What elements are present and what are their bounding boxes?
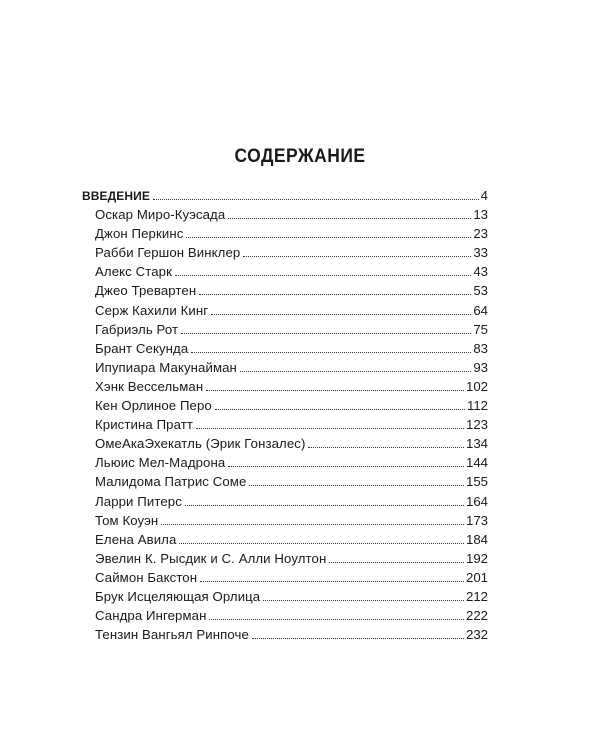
toc-entry-page-number: 184 (465, 531, 488, 547)
dot-leader (186, 237, 471, 238)
toc-entry-label: Брант Секунда (95, 340, 189, 356)
toc-entry-label: Малидома Патрис Соме (95, 474, 247, 490)
toc-entry (82, 205, 488, 224)
toc-entry-page-number: 43 (473, 264, 488, 280)
toc-entry (82, 339, 488, 358)
toc-entry (82, 281, 488, 300)
toc-entry-page-number: 232 (465, 627, 488, 643)
toc-entry (82, 492, 488, 511)
toc-entry-page-number: 164 (465, 493, 488, 509)
toc-entry-page-number: 155 (465, 474, 488, 490)
toc-entry-page-number: 123 (465, 417, 488, 433)
toc-entry-page-number: 53 (473, 283, 488, 299)
toc-entry-label: Сандра Ингерман (95, 608, 207, 624)
toc-entry-label: Джон Перкинс (95, 226, 184, 242)
toc-entry-label: Серж Кахили Кинг (95, 302, 209, 318)
toc-entry-label: Хэнк Вессельман (95, 378, 204, 394)
dot-leader (329, 562, 464, 563)
toc-entry-page-number: 13 (473, 207, 488, 223)
toc-entry (82, 358, 488, 377)
toc-entry-page-number: 201 (465, 569, 488, 585)
toc-entry-label: Ларри Питерс (95, 493, 182, 509)
toc-entry-label: Кен Орлиное Перо (95, 398, 212, 414)
dot-leader (181, 333, 471, 334)
toc-entry-label: Эвелин К. Рысдик и С. Алли Ноултон (95, 550, 327, 566)
toc-entry-label: ВВЕДЕНИЕ (82, 189, 150, 203)
dot-leader (161, 524, 464, 525)
toc-entry-page-number: 173 (465, 512, 488, 528)
toc-entry-page-number: 222 (465, 608, 488, 624)
dot-leader (175, 275, 471, 276)
toc-entry-label: Оскар Миро-Куэсада (95, 207, 226, 223)
toc-entry-label: Елена Авила (95, 531, 177, 547)
toc-entry-label: Джео Тревартен (95, 283, 197, 299)
dot-leader (243, 256, 471, 257)
toc-entry (82, 606, 488, 625)
toc-entry (82, 377, 488, 396)
toc-entry-label: Кристина Пратт (95, 417, 194, 433)
toc-entry-label: ОмеАкаЭхекатль (Эрик Гонзалес) (95, 436, 306, 452)
toc-entry (82, 549, 488, 568)
dot-leader (191, 352, 471, 353)
toc-entry-label: Саймон Бакстон (95, 569, 198, 585)
toc-entry-label: Льюис Мел-Мадрона (95, 455, 226, 471)
dot-leader (228, 466, 464, 467)
toc-entry-label: Алекс Старк (95, 264, 172, 280)
dot-leader (185, 505, 464, 506)
toc-entry (82, 224, 488, 243)
dot-leader (263, 600, 464, 601)
toc-entry (82, 415, 488, 434)
toc-entry-page-number: 144 (465, 455, 488, 471)
dot-leader (200, 581, 464, 582)
toc-entry (82, 625, 488, 644)
dot-leader (199, 294, 471, 295)
toc-entry-page-number: 212 (465, 588, 488, 604)
toc-entry-label: Брук Исцеляющая Орлица (95, 588, 261, 604)
toc-entry (82, 320, 488, 339)
toc-entry-page-number: 83 (473, 340, 488, 356)
toc-entry-label: Рабби Гершон Винклер (95, 245, 241, 261)
dot-leader (308, 447, 464, 448)
table-of-contents (82, 186, 488, 644)
dot-leader (211, 314, 471, 315)
page-title: СОДЕРЖАНИЕ (234, 146, 366, 167)
toc-entry-label: Тензин Вангьял Ринпоче (95, 627, 249, 643)
toc-entry (82, 453, 488, 472)
toc-entry-page-number: 93 (473, 359, 488, 375)
toc-entry (82, 472, 488, 491)
toc-entry-page-number: 4 (480, 188, 488, 203)
toc-entry (82, 587, 488, 606)
toc-entry-label: Том Коуэн (95, 512, 159, 528)
toc-entry-page-number: 33 (473, 245, 488, 261)
dot-leader (252, 638, 464, 639)
toc-entry (82, 434, 488, 453)
dot-leader (179, 543, 464, 544)
toc-entry-page-number: 112 (466, 398, 488, 414)
toc-entry (82, 530, 488, 549)
dot-leader (206, 390, 464, 391)
toc-entry (82, 301, 488, 320)
toc-entry-page-number: 75 (473, 321, 488, 337)
dot-leader (215, 409, 465, 410)
toc-entry-page-number: 102 (465, 378, 488, 394)
toc-entry (82, 262, 488, 281)
toc-entry (82, 243, 488, 262)
toc-entry-page-number: 134 (465, 436, 488, 452)
dot-leader (196, 428, 464, 429)
dot-leader (240, 371, 471, 372)
dot-leader (249, 485, 464, 486)
toc-entry (82, 396, 488, 415)
toc-entry (82, 511, 488, 530)
dot-leader (228, 218, 471, 219)
dot-leader (153, 199, 479, 200)
toc-entry (82, 186, 488, 205)
toc-entry-label: Габриэль Рот (95, 321, 179, 337)
toc-entry (82, 568, 488, 587)
toc-entry-page-number: 23 (473, 226, 488, 242)
dot-leader (209, 619, 464, 620)
toc-entry-label: Ипупиара Макунайман (95, 359, 237, 375)
toc-entry-page-number: 64 (473, 302, 488, 318)
toc-entry-page-number: 192 (465, 550, 488, 566)
